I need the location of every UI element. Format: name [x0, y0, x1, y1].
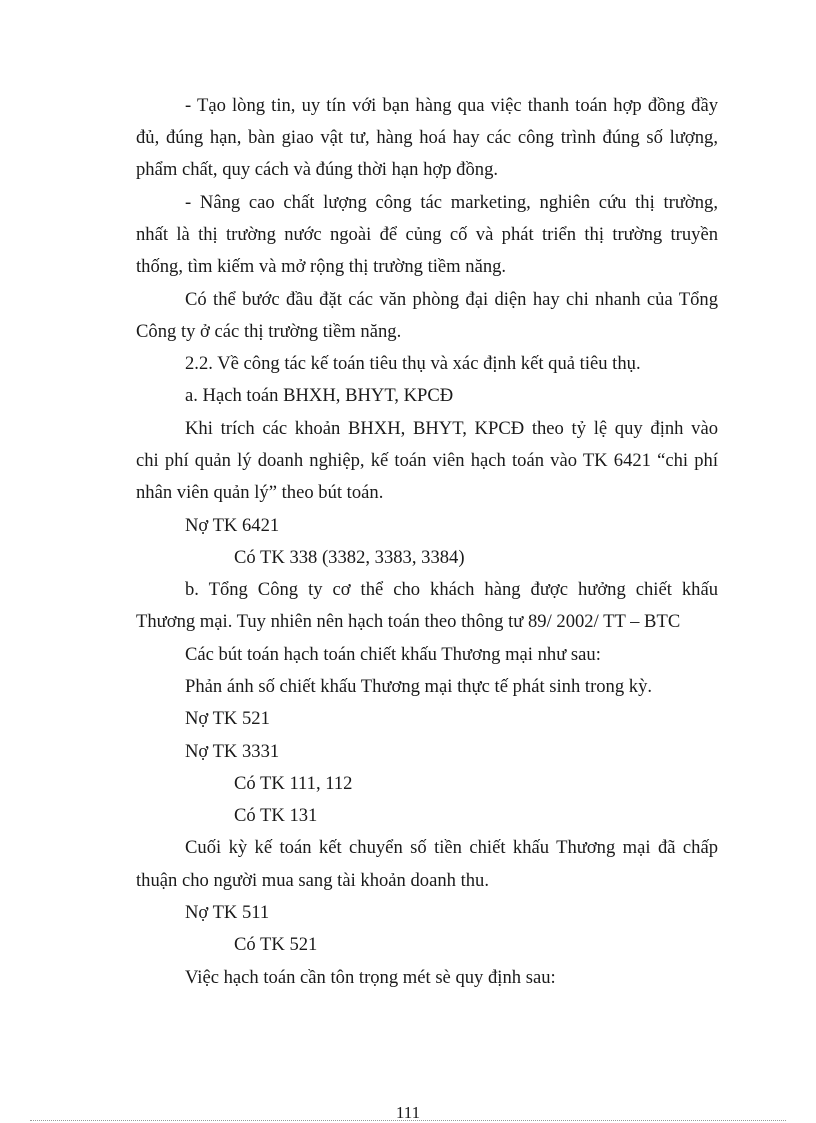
text-line: nhân viên quản lý” theo bút toán.	[136, 482, 384, 503]
text-line: Cuối kỳ kế toán kết chuyển số tiền chiết khấu Thương mại đã chấp	[185, 837, 718, 858]
page-number: 111	[395, 1103, 421, 1122]
text-line: phẩm chất, quy cách và đúng thời hạn hợp đồng.	[136, 159, 499, 180]
journal-entry-debit: Nợ TK 3331	[185, 741, 280, 762]
text-line: Các bút toán hạch toán chiết khấu Thương mại như sau:	[185, 644, 601, 665]
journal-entry-debit: Nợ TK 521	[185, 708, 270, 729]
text-line: thống, tìm kiếm và mở rộng thị trường tiềm năng.	[136, 256, 507, 277]
text-line: Việc hạch toán cần tôn trọng mét sè quy định sau:	[185, 967, 556, 988]
section-heading: 2.2. Về công tác kế toán tiêu thụ và xác định kết quả tiêu thụ.	[185, 353, 641, 374]
footer-divider	[30, 1120, 786, 1121]
text-line: - Nâng cao chất lượng công tác marketing, nghiên cứu thị trường,	[185, 192, 718, 213]
journal-entry-debit: Nợ TK 6421	[185, 515, 280, 536]
journal-entry-credit: Có TK 111, 112	[234, 773, 353, 794]
text-line: chi phí quản lý doanh nghiệp, kế toán viên hạch toán vào TK 6421 “chi phí	[136, 450, 718, 471]
journal-entry-credit: Có TK 338 (3382, 3383, 3384)	[234, 547, 465, 568]
subsection-heading: b. Tổng Công ty cơ thể cho khách hàng được hưởng chiết khấu	[185, 579, 718, 600]
text-line: Phản ánh số chiết khấu Thương mại thực tế phát sinh trong kỳ.	[185, 676, 653, 697]
text-line: Công ty ở các thị trường tiềm năng.	[136, 321, 402, 342]
text-line: đủ, đúng hạn, bàn giao vật tư, hàng hoá hay các công trình đúng số lượng,	[136, 127, 718, 148]
text-line: Khi trích các khoản BHXH, BHYT, KPCĐ theo tỷ lệ quy định vào	[185, 418, 718, 439]
text-line: - Tạo lòng tin, uy tín với bạn hàng qua việc thanh toán hợp đồng đầy	[185, 95, 718, 116]
text-line: thuận cho người mua sang tài khoản doanh thu.	[136, 870, 489, 891]
text-line: nhất là thị trường nước ngoài để củng cố và phát triển thị trường truyền	[136, 224, 718, 245]
journal-entry-credit: Có TK 521	[234, 934, 318, 955]
journal-entry-debit: Nợ TK 511	[185, 902, 270, 923]
journal-entry-credit: Có TK 131	[234, 805, 318, 826]
subsection-heading: a. Hạch toán BHXH, BHYT, KPCĐ	[185, 385, 454, 406]
text-line: Có thể bước đầu đặt các văn phòng đại diện hay chi nhanh của Tổng	[185, 289, 718, 310]
text-line: Thương mại. Tuy nhiên nên hạch toán theo thông tư 89/ 2002/ TT – BTC	[136, 611, 681, 632]
